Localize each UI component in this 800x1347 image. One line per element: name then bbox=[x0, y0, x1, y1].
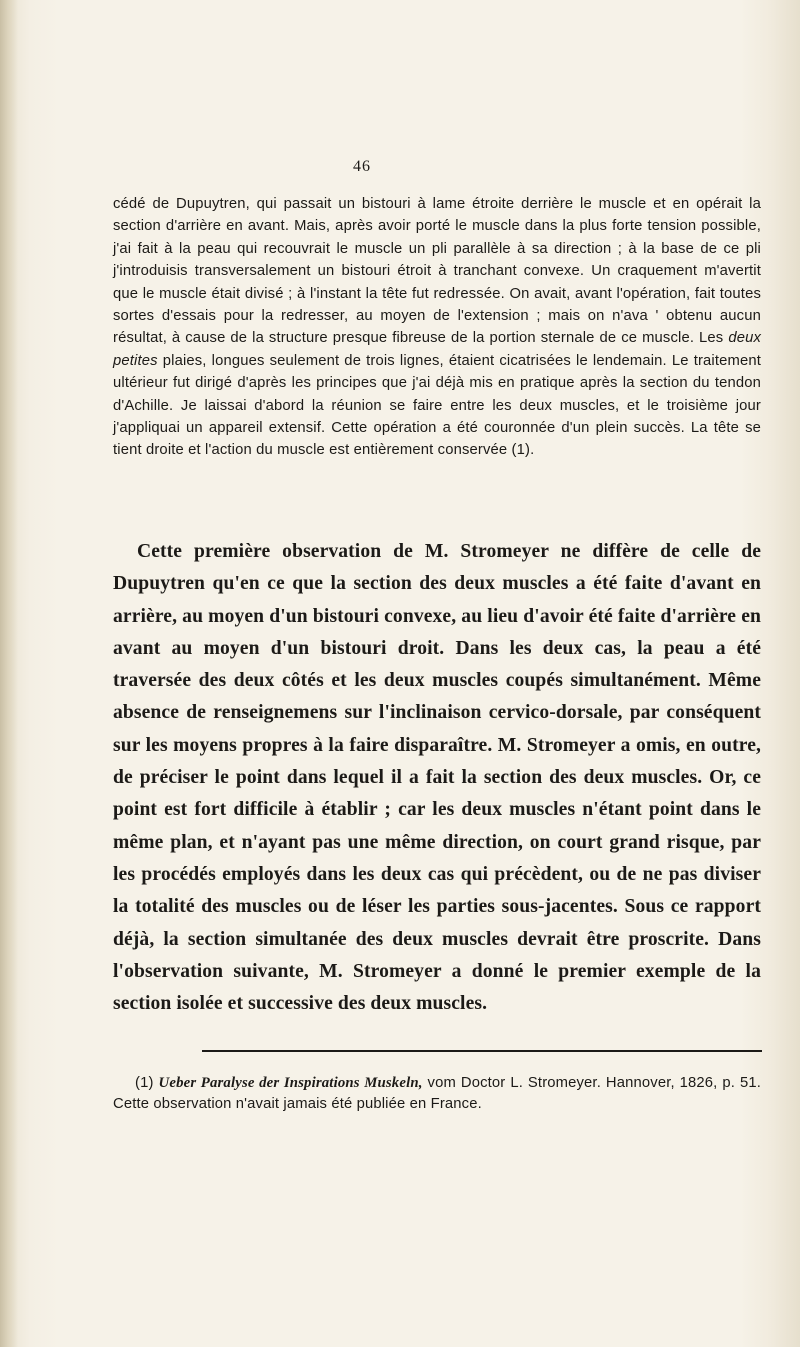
page-number: 46 bbox=[353, 158, 371, 175]
footnote bbox=[113, 1073, 761, 1115]
footnote-marker: (1) bbox=[135, 1075, 154, 1091]
observation-text-part-2: plaies, longues seulement de trois lignes, étaient cicatrisées le lendemain. Le traitement ultérieur fut dirigé d'après les principes que j'ai déjà mis en pratique après la section du tendon d'Achille. Je laissai d'abord la réunion se faire entre les deux muscles, et le troisième jour j'appliquai un appareil extensif. Cette opération a été couronnée d'un plein succès. La tête se tient droite et l'action du muscle est entièrement conservée (1). bbox=[113, 352, 762, 459]
observation-italic-phrase: deux petites bbox=[113, 330, 761, 369]
footnote-title: Ueber Paralyse der Inspirations Muskeln, bbox=[158, 1075, 423, 1091]
footnote-separator-rule bbox=[202, 1050, 762, 1052]
observation-text-part-1: cédé de Dupuytren, qui passait un bistouri à lame étroite derrière le muscle et en opérait la section d'arrière en avant. Mais, après avoir porté le muscle dans la plus forte tension possible, j'ai fait à la peau qui recouvrait le muscle un pli parallèle à sa direction ; à la base de ce pli j'introduisis transversalement un bistouri étroit à tranchant convexe. Un craquement m'avertit que le muscle était divisé ; à l'instant la tête fut redressée. On avait, avant l'opération, fait toutes sortes d'essais pour la redresser, au moyen de l'extension ; mais on n'ava ' obtenu aucun résultat, à cause de la structure presque fibreuse de la portion sternale de ce muscle. Les bbox=[113, 196, 761, 347]
commentary-paragraph: Cette première observation de M. Stromeyer ne diffère de celle de Dupuytren qu'en ce que la section des deux muscles a été faite d'avant en arrière, au moyen d'un bistouri convexe, au lieu d'avoir été faite d'arrière en avant au moyen d'un bistouri droit. Dans les deux cas, la peau a été traversée des deux côtés et les deux muscles coupés simultanément. Même absence de renseignemens sur l'inclinaison cervico-dorsale, par conséquent sur les moyens propres à la faire disparaître. M. Stromeyer a omis, en outre, de préciser le point dans lequel il a fait la section des deux muscles. Or, ce point est fort difficile à établir ; car les deux muscles n'étant point dans le même plan, et n'ayant pas une même direction, on court grand risque, par les procédés employés dans les deux cas qui précèdent, ou de ne pas diviser la totalité des muscles ou de léser les parties sous-jacentes. Sous ce rapport déjà, la section simultanée des deux muscles devrait être proscrite. Dans l'observation suivante, M. Stromeyer a donné le premier exemple de la section isolée et successive des deux muscles. bbox=[113, 541, 761, 1015]
observation-continuation-paragraph bbox=[113, 193, 761, 462]
footnote-text: vom Doctor L. Stromeyer. Hannover, 1826, p. 51. Cette observation n'avait jamais été publiée en France. bbox=[113, 1075, 762, 1113]
page-binding-edge bbox=[0, 0, 18, 1347]
